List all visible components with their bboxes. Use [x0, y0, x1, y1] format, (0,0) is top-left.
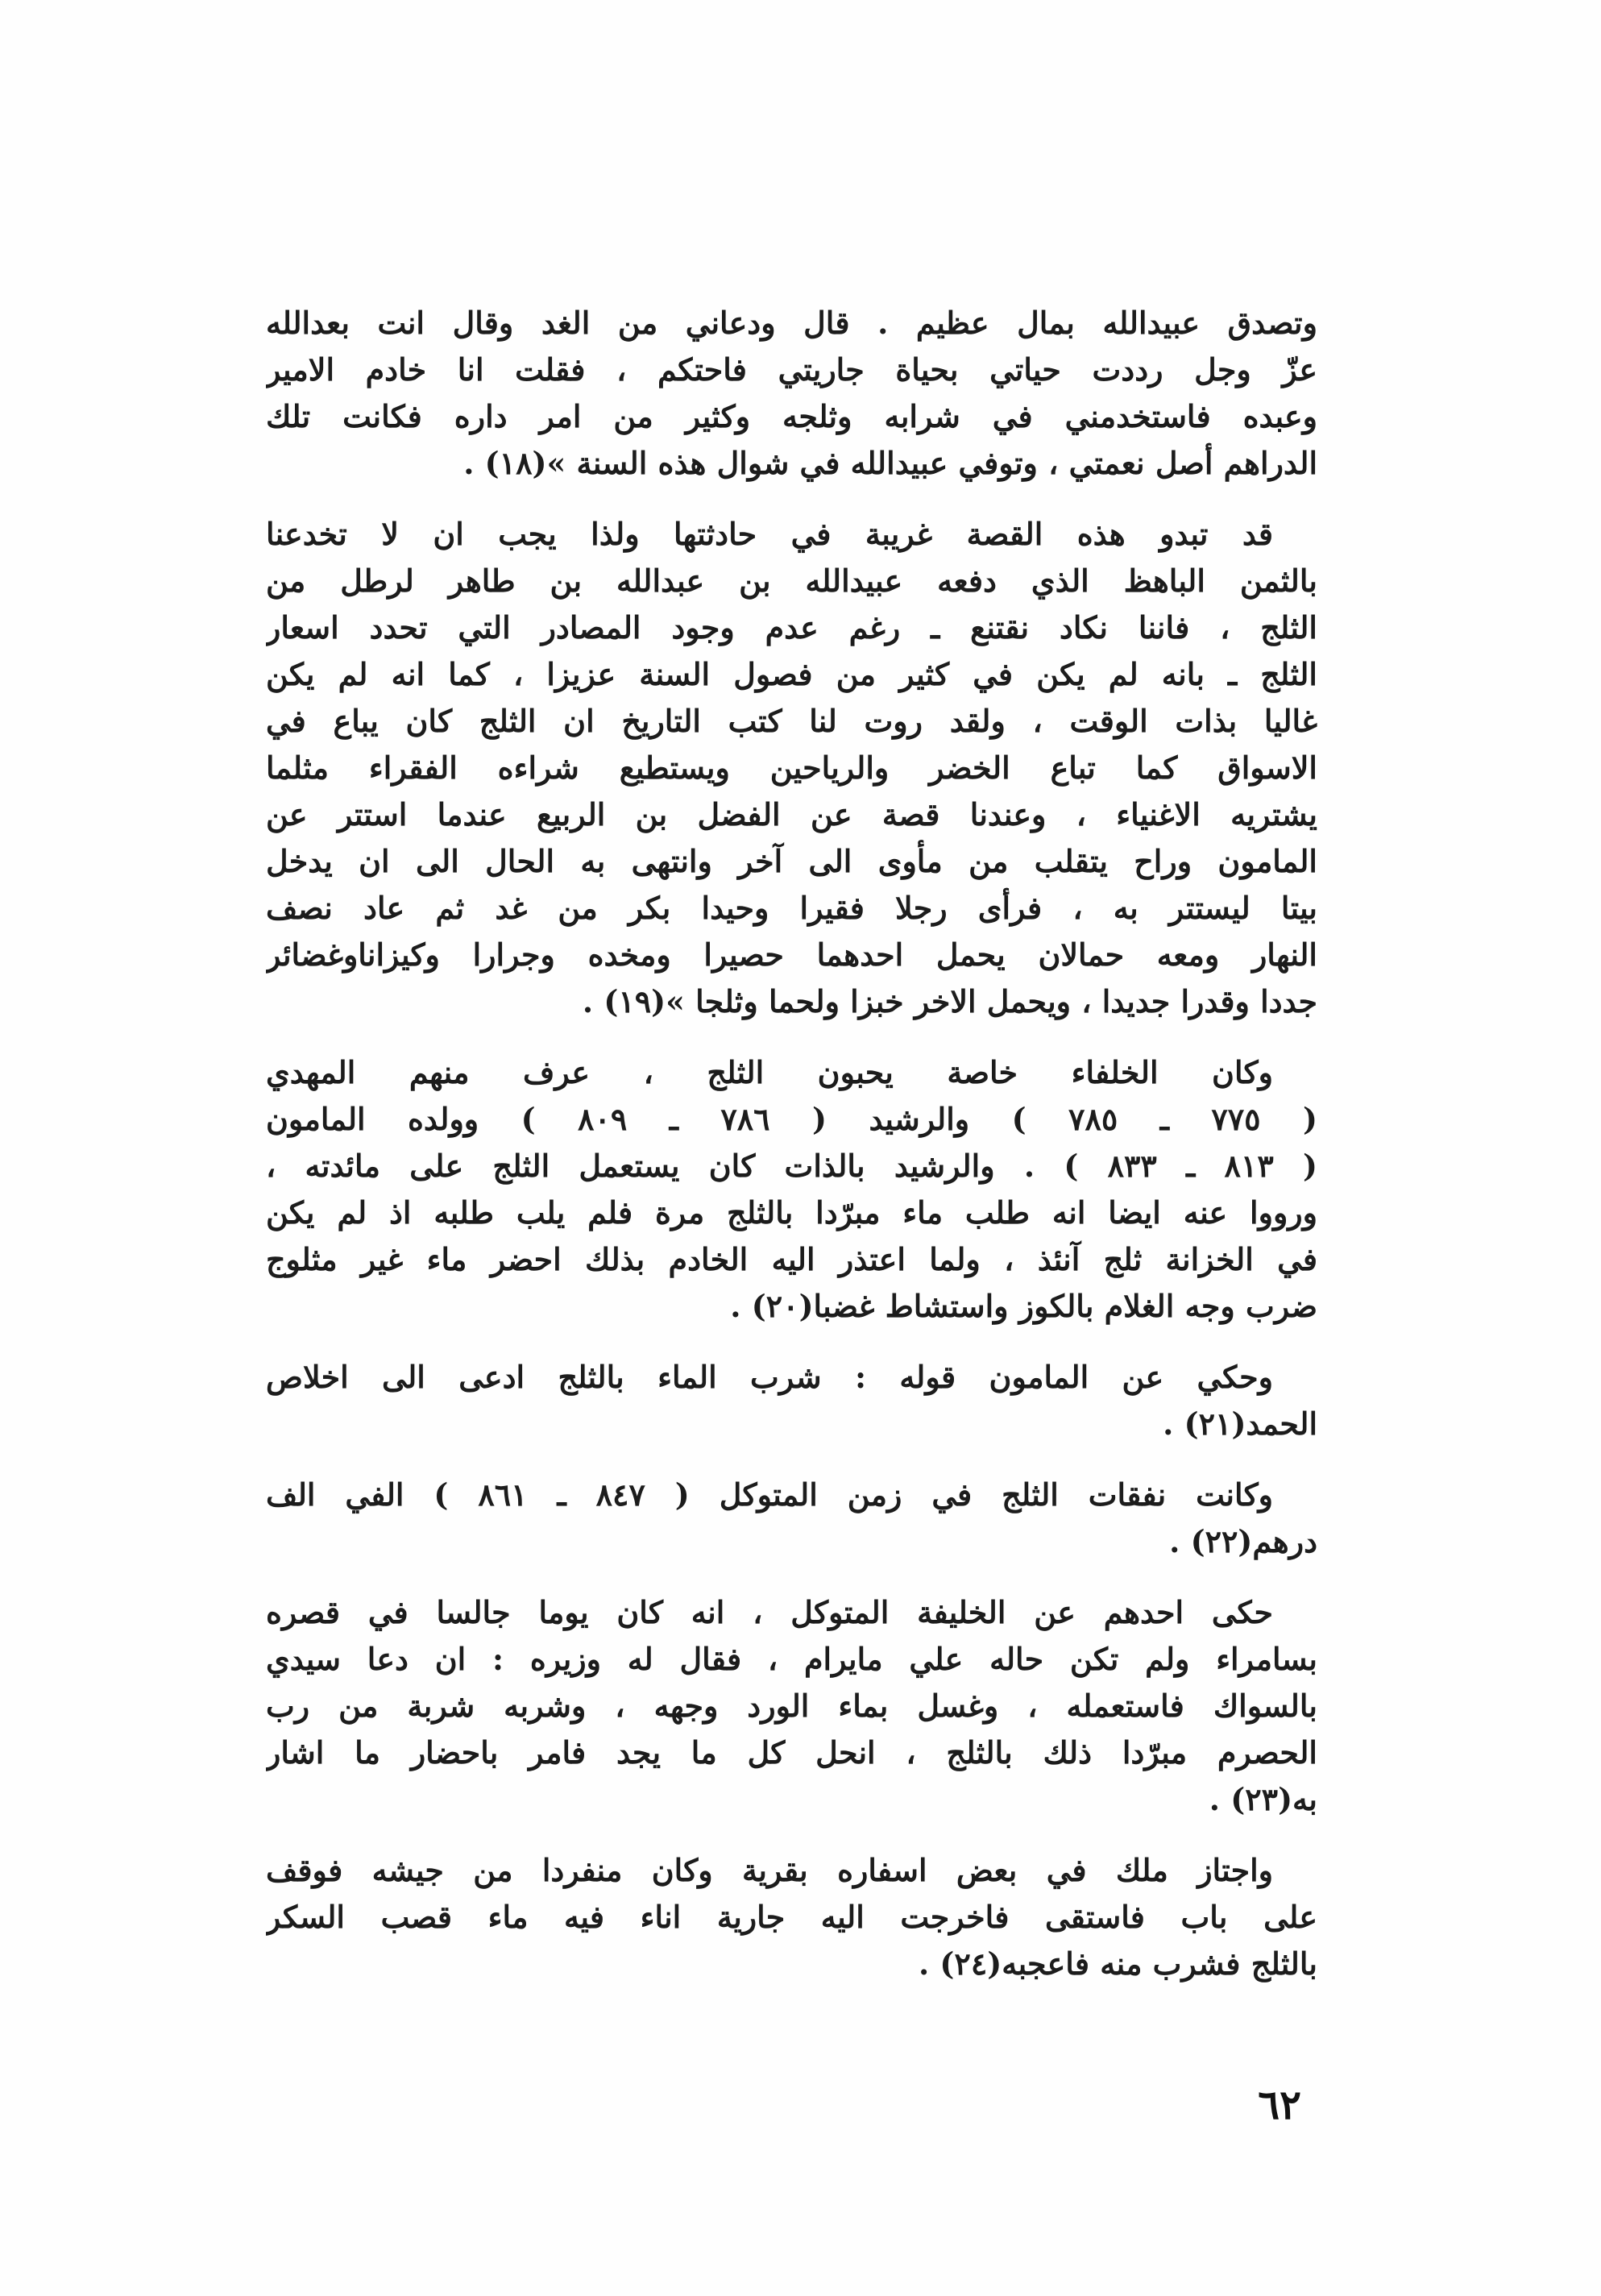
- text-line: بالسواك فاستعمله ، وغسل بماء الورد وجهه ، وشربه شربة من رب: [266, 1688, 1317, 1724]
- text-line: ورووا عنه ايضا انه طلب ماء مبرّدا بالثلج مرة فلم يلب طلبه اذ لم يكن: [266, 1194, 1317, 1231]
- text-line: بيتا ليستتر به ، فرأى رجلا فقيرا وحيدا بكر من غد ثم عاد نصف: [266, 890, 1317, 926]
- text-line: ضرب وجه الغلام بالكوز واستشاط غضبا(٢٠) .: [730, 1288, 1317, 1324]
- text-line: يشتريه الاغنياء ، وعندنا قصة عن الفضل بن الربيع عندما استتر عن: [266, 796, 1317, 832]
- text-line: وعبده فاستخدمني في شرابه وثلجه وكثير من امر داره فكانت تلك: [266, 398, 1317, 434]
- text-line: وكانت نفقات الثلج في زمن المتوكل ( ٨٤٧ ـ ٨٦١ ) الفي الف: [266, 1476, 1274, 1513]
- text-line: واجتاز ملك في بعض اسفاره بقرية وكان منفردا من جيشه فوقف: [266, 1852, 1273, 1888]
- text-line: بالثمن الباهظ الذي دفعه عبيدالله بن عبدالله بن طاهر لرطل من: [266, 563, 1317, 599]
- text-line: الثلج ـ بانه لم يكن في كثير من فصول السنة عزيزا ، كما انه لم يكن: [266, 656, 1317, 692]
- text-line: الثلج ، فاننا نكاد نقتنع ـ رغم عدم وجود المصادر التي تحدد اسعار: [266, 609, 1317, 646]
- text-line: النهار ومعه حمالان يحمل احدهما حصيرا ومخده وجرارا وكيزاناوغضائر: [266, 936, 1317, 973]
- text-line: بالثلج فشرب منه فاعجبه(٢٤) .: [918, 1945, 1317, 1982]
- text-line: الدراهم أصل نعمتي ، وتوفي عبيدالله في شوال هذه السنة »(١٨) .: [463, 445, 1317, 481]
- text-line: حكى احدهم عن الخليفة المتوكل ، انه كان يوما جالسا في قصره: [266, 1594, 1273, 1630]
- paragraph: [266, 1589, 1317, 1823]
- text-line: المامون وراح يتقلب من مأوى الى آخر وانتهى به الحال الى ان يدخل: [266, 843, 1317, 879]
- text-line: الحصرم مبرّدا ذلك بالثلج ، انحل كل ما يجد فامر باحضار ما اشار: [266, 1734, 1317, 1771]
- text-line: الحمد(٢١) .: [1163, 1405, 1317, 1442]
- paragraph: [266, 1049, 1317, 1330]
- paragraph: [266, 1472, 1317, 1565]
- body-text: [266, 300, 1317, 2012]
- text-line: على باب فاستقى فاخرجت اليه جارية اناء فيه ماء قصب السكر: [266, 1899, 1317, 1935]
- text-line: في الخزانة ثلج آنئذ ، ولما اعتذر اليه الخادم بذلك احضر ماء غير مثلوج: [266, 1241, 1317, 1277]
- paragraph: [266, 1354, 1317, 1447]
- text-line: وحكي عن المامون قوله : شرب الماء بالثلج ادعى الى اخلاص: [266, 1359, 1273, 1395]
- text-line: ( ٨١٣ ـ ٨٣٣ ) . والرشيد بالذات كان يستعمل الثلج على مائدته ،: [266, 1148, 1317, 1184]
- text-line: درهم(٢٢) .: [1169, 1523, 1317, 1559]
- text-line: وكان الخلفاء خاصة يحبون الثلج ، عرف منهم المهدي: [266, 1054, 1273, 1090]
- text-line: بسامراء ولم تكن حاله علي مايرام ، فقال له وزيره : ان دعا سيدي: [266, 1641, 1317, 1677]
- text-line: غاليا بذات الوقت ، ولقد روت لنا كتب التاريخ ان الثلج كان يباع في: [266, 703, 1317, 739]
- text-line: الاسواق كما تباع الخضر والرياحين ويستطيع شراءه الفقراء مثلما: [266, 749, 1317, 786]
- text-line: جددا وقدرا جديدا ، ويحمل الاخر خبزا ولحما وثلجا »(١٩) .: [582, 983, 1317, 1019]
- text-line: به(٢٣) .: [1209, 1781, 1317, 1817]
- paragraph: [266, 1847, 1317, 1987]
- page-number: ٦٢: [1258, 2081, 1301, 2128]
- paragraph: [266, 300, 1317, 487]
- text-line: قد تبدو هذه القصة غريبة في حادثتها ولذا يجب ان لا تخدعنا: [266, 516, 1273, 552]
- text-line: عزّ وجل رددت حياتي بحياة جاريتي فاحتكم ، فقلت انا خادم الامير: [266, 351, 1317, 388]
- text-line: وتصدق عبيدالله بمال عظيم . قال ودعاني من الغد وقال انت بعدالله: [266, 305, 1317, 341]
- text-line: ( ٧٧٥ ـ ٧٨٥ ) والرشيد ( ٧٨٦ ـ ٨٠٩ ) وولده المامون: [266, 1101, 1317, 1137]
- paragraph: [266, 511, 1317, 1025]
